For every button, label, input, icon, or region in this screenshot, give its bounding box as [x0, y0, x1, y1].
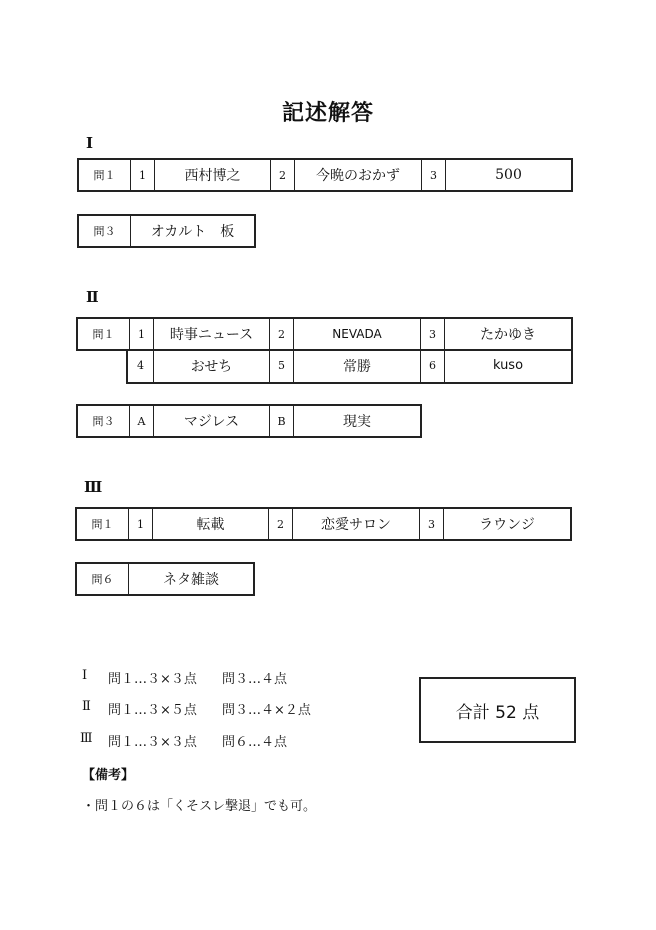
- section-3-q1-row: [75, 507, 572, 541]
- remarks-note: ・問１の６は「くそスレ撃退」でも可。: [82, 799, 317, 814]
- item-number: 6: [421, 349, 445, 382]
- answer-cell: たかゆき: [480, 327, 536, 343]
- item-number: 4: [128, 349, 154, 382]
- scoring-item: 問１…３×３点: [108, 735, 197, 750]
- scoring-item: 問６…４点: [222, 735, 288, 750]
- answer-cell: 恋愛サロン: [293, 509, 420, 539]
- question-label: 問１: [78, 319, 130, 349]
- scoring-item: 問１…３×５点: [108, 703, 197, 718]
- answer-cell: 転載: [153, 509, 269, 539]
- answer-cell: 500: [495, 167, 522, 183]
- section-1-label: I: [86, 134, 94, 152]
- scoring-section-2: Ⅱ: [82, 699, 91, 714]
- question-label: 問１: [77, 509, 129, 539]
- answer-cell: マジレス: [154, 406, 270, 436]
- scoring-item: 問１…３×３点: [108, 672, 197, 687]
- answer-cell: kuso: [492, 358, 524, 373]
- item-number: 2: [270, 319, 294, 349]
- section-3-label: Ⅲ: [84, 478, 103, 496]
- item-number: 1: [129, 509, 153, 539]
- item-number: 1: [130, 319, 154, 349]
- answer-cell: 今晩のおかず: [295, 160, 422, 190]
- answer-cell: 常勝: [294, 349, 421, 382]
- item-number: 2: [269, 509, 293, 539]
- item-number: 2: [271, 160, 295, 190]
- answer-cell: 時事ニュース: [154, 319, 270, 349]
- section-2-q1-row: [76, 317, 573, 351]
- answer-cell: ネタ雑談: [163, 572, 219, 588]
- item-number: 3: [421, 319, 445, 349]
- total-score-box: 合計 52 点: [419, 677, 576, 743]
- section-3-q6-row: [75, 562, 255, 596]
- answer-cell: ラウンジ: [479, 517, 535, 533]
- scoring-item: 問３…４×２点: [222, 703, 311, 718]
- item-number: 1: [131, 160, 155, 190]
- remarks-heading: 【備考】: [82, 768, 135, 783]
- scoring-section-3: Ⅲ: [80, 731, 93, 746]
- question-label: 問６: [77, 564, 129, 594]
- section-1-q3-row: [77, 214, 256, 248]
- question-label: 問３: [78, 406, 130, 436]
- item-number: A: [130, 406, 154, 436]
- item-number: B: [270, 406, 294, 436]
- item-number: 3: [422, 160, 446, 190]
- page-title: 記述解答: [281, 100, 374, 126]
- item-number: 5: [270, 349, 294, 382]
- section-1-q1-row: [77, 158, 573, 192]
- answer-cell: 西村博之: [155, 160, 271, 190]
- answer-cell: おせち: [154, 349, 270, 382]
- item-number: 3: [420, 509, 444, 539]
- question-label: 問３: [79, 216, 131, 246]
- answer-cell: NEVADA: [294, 319, 421, 349]
- section-2-label: Ⅱ: [86, 288, 99, 306]
- question-label: 問１: [79, 160, 131, 190]
- section-2-q1-row-continued: [126, 349, 573, 384]
- answer-cell: オカルト 板: [150, 224, 235, 240]
- scoring-item: 問３…４点: [222, 672, 288, 687]
- answer-cell: 現実: [343, 414, 371, 430]
- scoring-section-1: Ⅰ: [82, 668, 88, 683]
- section-2-q3-row: [76, 404, 422, 438]
